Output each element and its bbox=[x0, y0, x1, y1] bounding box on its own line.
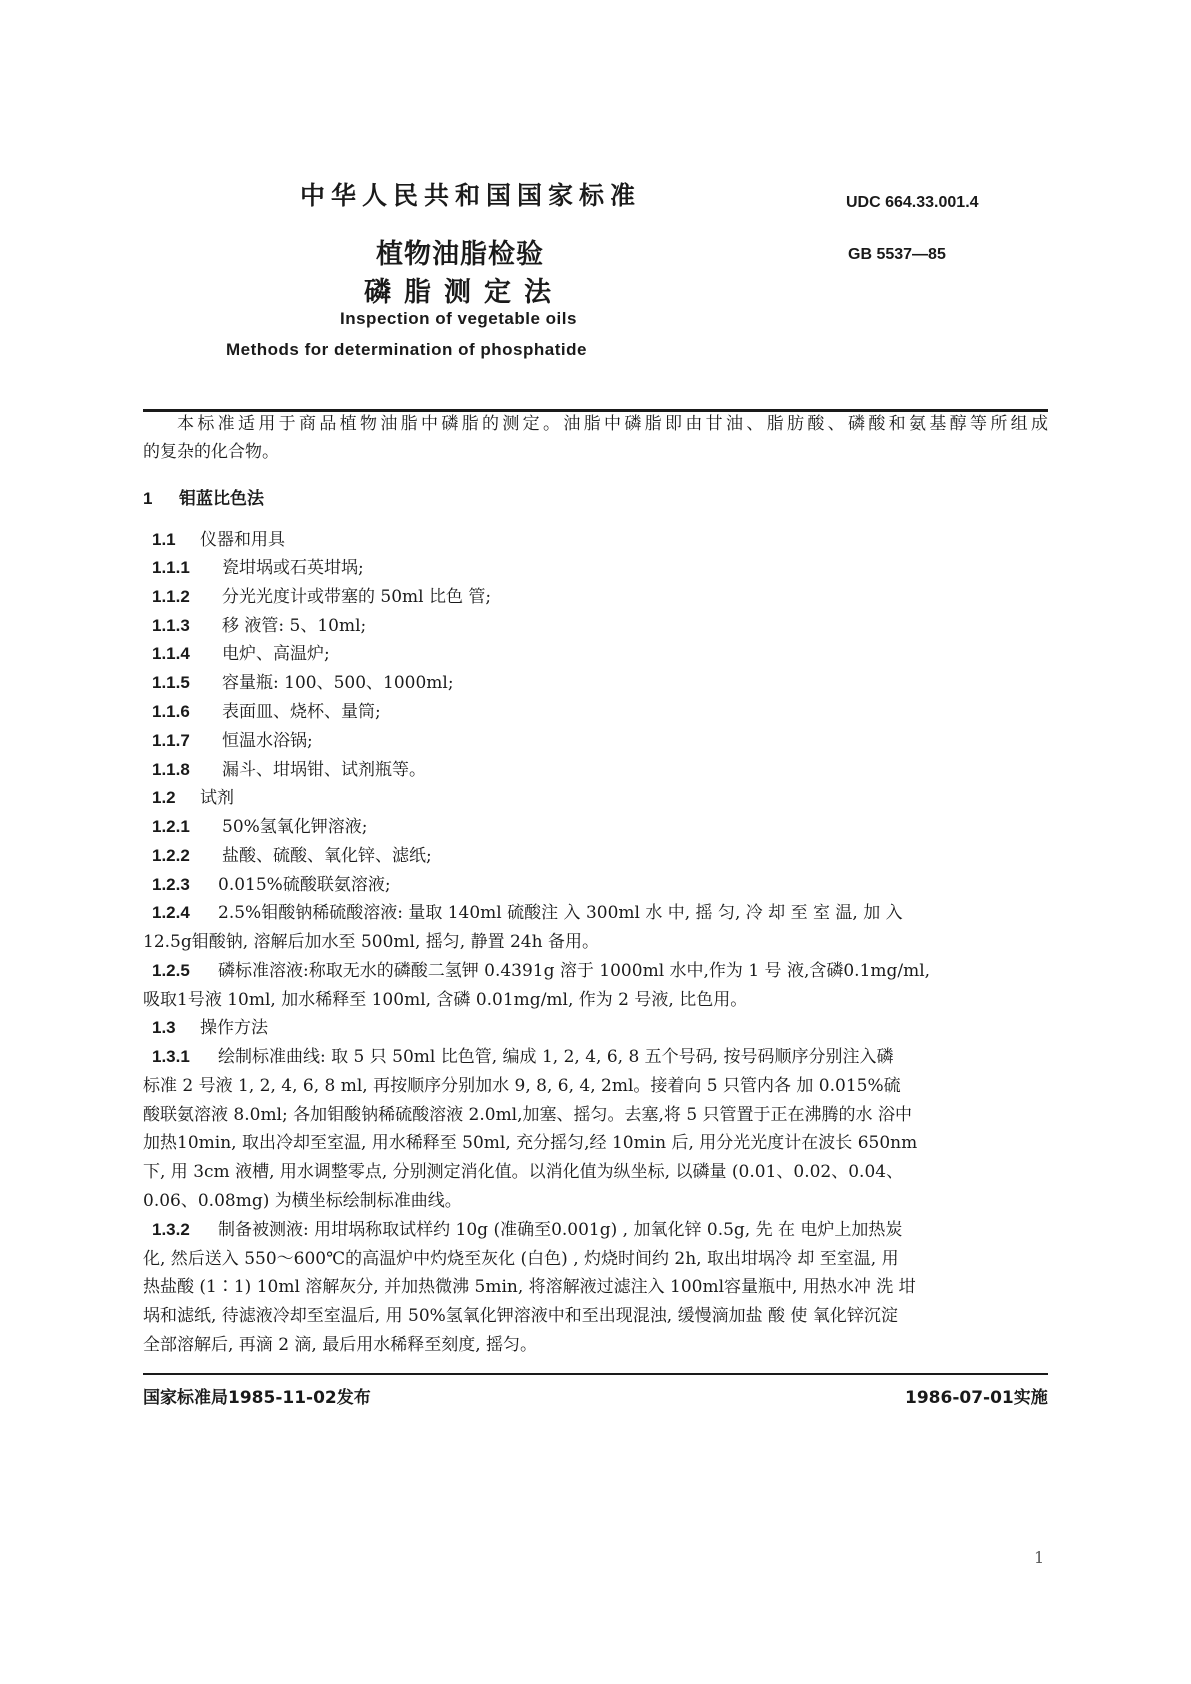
clause-text: 绘制标准曲线: 取 5 只 50ml 比色管, 编成 1, 2, 4, 6, 8 五个号码, 按号码顺序分别注入磷 bbox=[218, 1047, 894, 1067]
header-divider bbox=[143, 409, 1048, 412]
clause-text: 磷标准溶液:称取无水的磷酸二氢钾 0.4391g 溶于 1000ml 水中,作为 1 号 液,含磷0.1mg/ml, bbox=[218, 961, 931, 981]
clause-text: 表面皿、烧杯、量筒; bbox=[222, 702, 381, 722]
published-date: 国家标准局1985-11-02发布 bbox=[143, 1388, 371, 1408]
clause-1-2-1 bbox=[152, 817, 1057, 837]
clause-1-2-3 bbox=[152, 875, 1057, 895]
clause-1-1-3 bbox=[152, 616, 1057, 636]
intro-line2: 的复杂的化合物。 bbox=[143, 442, 279, 462]
clause-1-1-6 bbox=[152, 702, 1057, 722]
clause-text: 操作方法 bbox=[200, 1018, 268, 1038]
section-1-heading bbox=[143, 489, 1048, 509]
clause-1-1-2 bbox=[152, 587, 1057, 607]
clause-1-3-2-cont2: 热盐酸 (1∶1) 10ml 溶解灰分, 并加热微沸 5min, 将溶解液过滤注入 100ml容量瓶中, 用热水冲 洗 坩 bbox=[143, 1277, 916, 1297]
clause-1-3-1-cont5: 0.06、0.08mg) 为横坐标绘制标准曲线。 bbox=[143, 1191, 462, 1211]
clause-1-3-1-cont2: 酸联氨溶液 8.0ml; 各加钼酸钠稀硫酸溶液 2.0ml,加塞、摇匀。去塞,将 5 只管置于正在沸腾的水 浴中 bbox=[143, 1105, 912, 1125]
clause-text: 0.015%硫酸联氨溶液; bbox=[218, 875, 391, 895]
title-cn-line1: 植物油脂检验 bbox=[376, 239, 544, 270]
clause-number: 1.1.3 bbox=[152, 616, 190, 635]
clause-number: 1.2.1 bbox=[152, 817, 190, 836]
clause-1-1-1 bbox=[152, 558, 1057, 578]
clause-text: 试剂 bbox=[200, 788, 234, 808]
clause-1-3-2-cont1: 化, 然后送入 550～600℃的高温炉中灼烧至灰化 (白色) , 灼烧时间约 2h, 取出坩埚冷 却 至室温, 用 bbox=[143, 1249, 899, 1269]
clause-1-3-1-cont3: 加热10min, 取出冷却至室温, 用水稀释至 50ml, 充分摇匀,经 10min 后, 用分光光度计在波长 650nm bbox=[143, 1133, 918, 1153]
clause-number: 1.2.5 bbox=[152, 961, 190, 980]
title-en-line1: Inspection of vegetable oils bbox=[340, 309, 577, 328]
clause-text: 电炉、高温炉; bbox=[222, 644, 330, 664]
clause-number: 1.2.3 bbox=[152, 875, 190, 894]
clause-number: 1.2.2 bbox=[152, 846, 190, 865]
clause-1-2-4 bbox=[152, 903, 1048, 923]
clause-text: 仪器和用具 bbox=[200, 530, 285, 550]
clause-1-2-2 bbox=[152, 846, 1057, 866]
implementation-date: 1986-07-01实施 bbox=[905, 1388, 1048, 1408]
clause-number: 1.1.7 bbox=[152, 731, 190, 750]
title-en-line2: Methods for determination of phosphatide bbox=[226, 340, 587, 359]
clause-number: 1.3 bbox=[152, 1018, 176, 1037]
clause-1-1-7 bbox=[152, 731, 1057, 751]
clause-1-3-2-cont3: 埚和滤纸, 待滤液冷却至室温后, 用 50%氢氧化钾溶液中和至出现混浊, 缓慢滴加盐 酸 使 氧化锌沉淀 bbox=[143, 1306, 898, 1326]
clause-1-1-4 bbox=[152, 644, 1057, 664]
clause-1-1-8 bbox=[152, 760, 1057, 780]
gb-number: GB 5537—85 bbox=[848, 246, 946, 263]
clause-number: 1.3.2 bbox=[152, 1220, 190, 1239]
clause-number: 1.3.1 bbox=[152, 1047, 190, 1066]
clause-1-2 bbox=[152, 788, 1057, 808]
clause-number: 1.1 bbox=[152, 530, 176, 549]
clause-1-3 bbox=[152, 1018, 1057, 1038]
clause-1-1 bbox=[152, 530, 1057, 550]
clause-1-1-5 bbox=[152, 673, 1057, 693]
clause-number: 1.1.2 bbox=[152, 587, 190, 606]
intro-line1: 本标准适用于商品植物油脂中磷脂的测定。油脂中磷脂即由甘油、脂肪酸、磷酸和氨基醇等所组成 bbox=[177, 414, 1048, 434]
national-standard-heading: 中华人民共和国国家标准 bbox=[300, 181, 642, 210]
clause-1-2-5-cont: 吸取1号液 10ml, 加水稀释至 100ml, 含磷 0.01mg/ml, 作为 2 号液, 比色用。 bbox=[143, 990, 748, 1010]
clause-1-3-2-cont4: 全部溶解后, 再滴 2 滴, 最后用水稀释至刻度, 摇匀。 bbox=[143, 1335, 538, 1355]
clause-1-3-2 bbox=[152, 1220, 1057, 1240]
clause-1-3-1 bbox=[152, 1047, 1057, 1067]
clause-number: 1.2.4 bbox=[152, 903, 190, 922]
clause-text: 制备被测液: 用坩埚称取试样约 10g (准确至0.001g) , 加氧化锌 0.5g, 先 在 电炉上加热炭 bbox=[218, 1220, 903, 1240]
clause-text: 容量瓶: 100、500、1000ml; bbox=[222, 673, 454, 693]
clause-text: 50%氢氧化钾溶液; bbox=[222, 817, 368, 837]
footer-divider bbox=[143, 1373, 1048, 1375]
clause-number: 1.1.6 bbox=[152, 702, 190, 721]
clause-text: 移 液管: 5、10ml; bbox=[222, 616, 367, 636]
clause-number: 1.1.8 bbox=[152, 760, 190, 779]
page-number: 1 bbox=[1034, 1548, 1045, 1567]
clause-1-3-1-cont1: 标准 2 号液 1, 2, 4, 6, 8 ml, 再按顺序分别加水 9, 8, 6, 4, 2ml。接着向 5 只管内各 加 0.015%硫 bbox=[143, 1076, 901, 1096]
clause-number: 1.1.4 bbox=[152, 644, 190, 663]
clause-text: 瓷坩埚或石英坩埚; bbox=[222, 558, 364, 578]
clause-text: 恒温水浴锅; bbox=[222, 731, 313, 751]
clause-1-3-1-cont4: 下, 用 3cm 液槽, 用水调整零点, 分别测定消化值。以消化值为纵坐标, 以磷量 (0.01、0.02、0.04、 bbox=[143, 1162, 904, 1182]
clause-1-2-5 bbox=[152, 961, 1057, 981]
title-cn-line2: 磷脂测定法 bbox=[364, 277, 564, 308]
clause-1-2-4-cont: 12.5g钼酸钠, 溶解后加水至 500ml, 摇匀, 静置 24h 备用。 bbox=[143, 932, 599, 952]
clause-text: 2.5%钼酸钠稀硫酸溶液: 量取 140ml 硫酸注 入 300ml 水 中, 摇 匀, 冷 却 至 室 温, 加 入 bbox=[218, 903, 903, 923]
clause-number: 1.2 bbox=[152, 788, 176, 807]
udc-code: UDC 664.33.001.4 bbox=[846, 194, 979, 211]
clause-number: 1.1.1 bbox=[152, 558, 190, 577]
clause-text: 盐酸、硫酸、氧化锌、滤纸; bbox=[222, 846, 432, 866]
clause-text: 分光光度计或带塞的 50ml 比色 管; bbox=[222, 587, 492, 607]
clause-text: 漏斗、坩埚钳、试剂瓶等。 bbox=[222, 760, 426, 780]
section-title: 钼蓝比色法 bbox=[179, 489, 264, 509]
clause-number: 1.1.5 bbox=[152, 673, 190, 692]
section-number: 1 bbox=[143, 489, 153, 508]
